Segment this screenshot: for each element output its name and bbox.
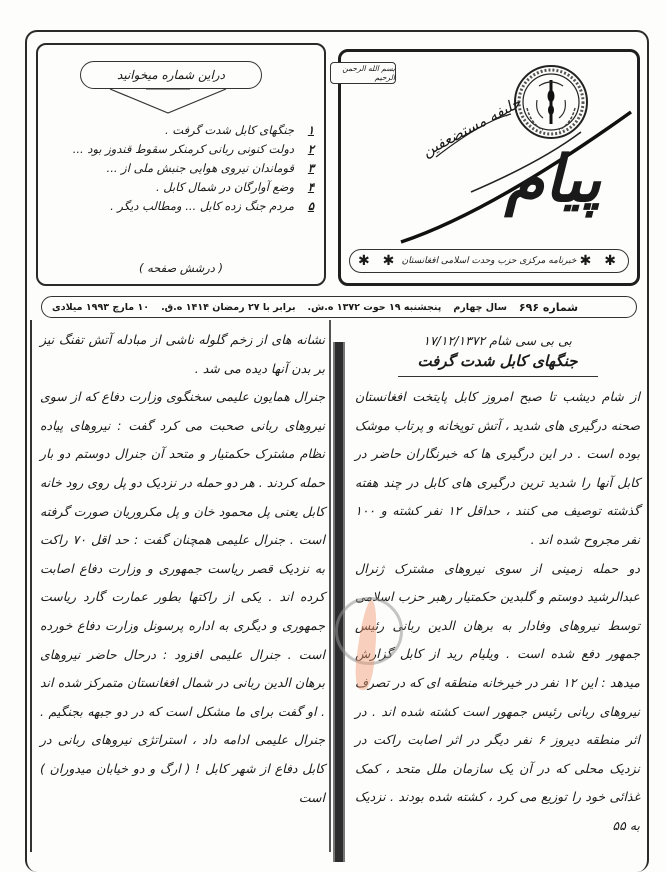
item-text: دولت کنونی ربانی کرمنکر سقوط قندوز بود ...: [72, 142, 294, 156]
date-solar: پنجشنبه ۱۹ حوت ۱۳۷۲ ه.ش.: [307, 301, 442, 313]
masthead-tagline: [349, 249, 629, 273]
item-number: ۴: [307, 180, 314, 194]
item-number: ۲: [307, 142, 314, 156]
item-number: ۱: [307, 123, 314, 137]
contents-item[interactable]: [52, 121, 314, 140]
item-number: ۵: [307, 199, 314, 213]
item-text: قوماندان نیروی هوایی جنبش ملی از ...: [106, 161, 294, 175]
contents-box: [36, 43, 326, 286]
article-paragraph: دو حمله زمینی از سوی نیروهای مشترک ژنرال عبدالرشید دوستم و گلبدین حکمتیار رهبر حزب اسلامی توسط نیروهای وفادار به برهان الدین ربانی رئیس جمهور دفع شده است . ویلیام رید از کابل گزارش میدهد : این ۱۲ نفر در خیرخانه منطقه ای که در تصرف نیروهای ربانی رئیس جمهور است کشته شده اند . در اثر منطقه دیروز ۶ نفر دیگر در اثر اصابت راکت در نزدیک محلی که در آن یک سازمان ملل متحد ، کمک غذائی خود را توزیع می کرد ، کشته شده بودند . نزدیک به ۵۵: [355, 560, 641, 833]
headline-underline: [398, 376, 598, 377]
article-source: بی بی سی شام ۱۷/۱۲/۱۳۷۲: [423, 333, 572, 348]
column-border: [30, 320, 32, 852]
article-paragraph: جنرال همایون علیمی سخنگوی وزارت دفاع که از سوی نیروهای ربانی صحبت می کرد گفت : نیروهای پیاده نظام مشترک حکمتیار و متحد آن جنرال دوستم دو بار حمله کردند . هر دو حمله در نزدیک دو پل روی رود خانه کابل یعنی پل محمود خان و پل مکروریان صورت گرفته است . جنرال علیمی همچنان گفت : حد اقل ۷۰ راکت به نزدیک قصر ریاست جمهوری و وزارت دفاع اصابت کرده اند . یکی از راکتها بطور عمارت گارد ریاست جمهوری و دیگری به اداره پرسونل وزارت دفاع خورده است . جنرال علیمی افزود : درحال حاضر نیروهای برهان الدین ربانی در شمال افغانستان متمرکز شده اند . او گفت برای ما مشکل است که در دو جبهه بجنگیم . جنرال علیمی ادامه داد ، استراتژی نیروهای ربانی در کابل دفاع از شهر کابل ! ( ارگ و دو خیابان میدوران ) است: [40, 389, 325, 805]
contents-item[interactable]: [52, 159, 314, 178]
issue-year: سال چهارم: [453, 301, 507, 313]
lead-article: [355, 332, 640, 841]
masthead-subtitle: خلیفه مستضعفین: [419, 93, 524, 161]
contents-page-note: ( درشش صفحه ): [138, 261, 224, 275]
tagline-text: خبرنامه مرکزی حزب وحدت اسلامی افغانستان: [401, 256, 577, 266]
contents-list: [52, 121, 314, 216]
article-continuation: [40, 326, 325, 812]
article-paragraph: نشانه های از زخم گلوله ناشی از مبادله آتش تفنگ نیز بر بدن آنها دیده می شد .: [40, 332, 325, 376]
contents-item[interactable]: [52, 140, 314, 159]
column-divider: [333, 342, 345, 862]
date-lunar: برابر با ۲۷ رمضان ۱۴۱۴ ه.ق.: [161, 301, 296, 313]
masthead-title: [371, 93, 621, 238]
contents-item[interactable]: [52, 197, 314, 216]
column-border: [329, 320, 331, 852]
issue-number: شماره ۶۹۶: [518, 300, 579, 314]
date-gregorian: ۱۰ مارچ ۱۹۹۳ میلادی: [52, 301, 150, 313]
asterisk-icon: ✱ ✱: [358, 253, 399, 269]
newspaper-name: پیام: [504, 142, 601, 217]
item-text: جنگهای کابل شدت گرفت .: [164, 123, 294, 137]
contents-item[interactable]: [52, 178, 314, 197]
article-paragraph: از شام دیشب تا صبح امروز کابل پایتخت افغانستان صحنه درگیری های شدید ، آتش توپخانه و پرتاب موشک بوده است . در این درگیری ها که خبرنگاران حاضر در کابل آنها را شدید ترین درگیری های کابل در چند هفته گذشته توصیف می کنند ، حداقل ۱۲ نفر کشته و ۱۰۰ نفر مجروح شده اند .: [355, 389, 640, 547]
asterisk-icon: ✱ ✱: [579, 253, 620, 269]
masthead: [338, 49, 640, 286]
item-number: ۳: [307, 161, 314, 175]
item-text: مردم جنگ زده کابل ... ومطالب دیگر .: [110, 199, 294, 213]
item-text: وضع آوارگان در شمال کابل .: [156, 180, 294, 194]
issue-info-bar: [41, 296, 637, 318]
arrow-down-icon: [108, 87, 228, 115]
article-headline: جنگهای کابل شدت گرفت: [417, 352, 578, 370]
basmala-label: بسم الله الرحمن الرحیم: [330, 62, 396, 84]
contents-heading: دراین شماره میخوانید: [80, 61, 262, 89]
